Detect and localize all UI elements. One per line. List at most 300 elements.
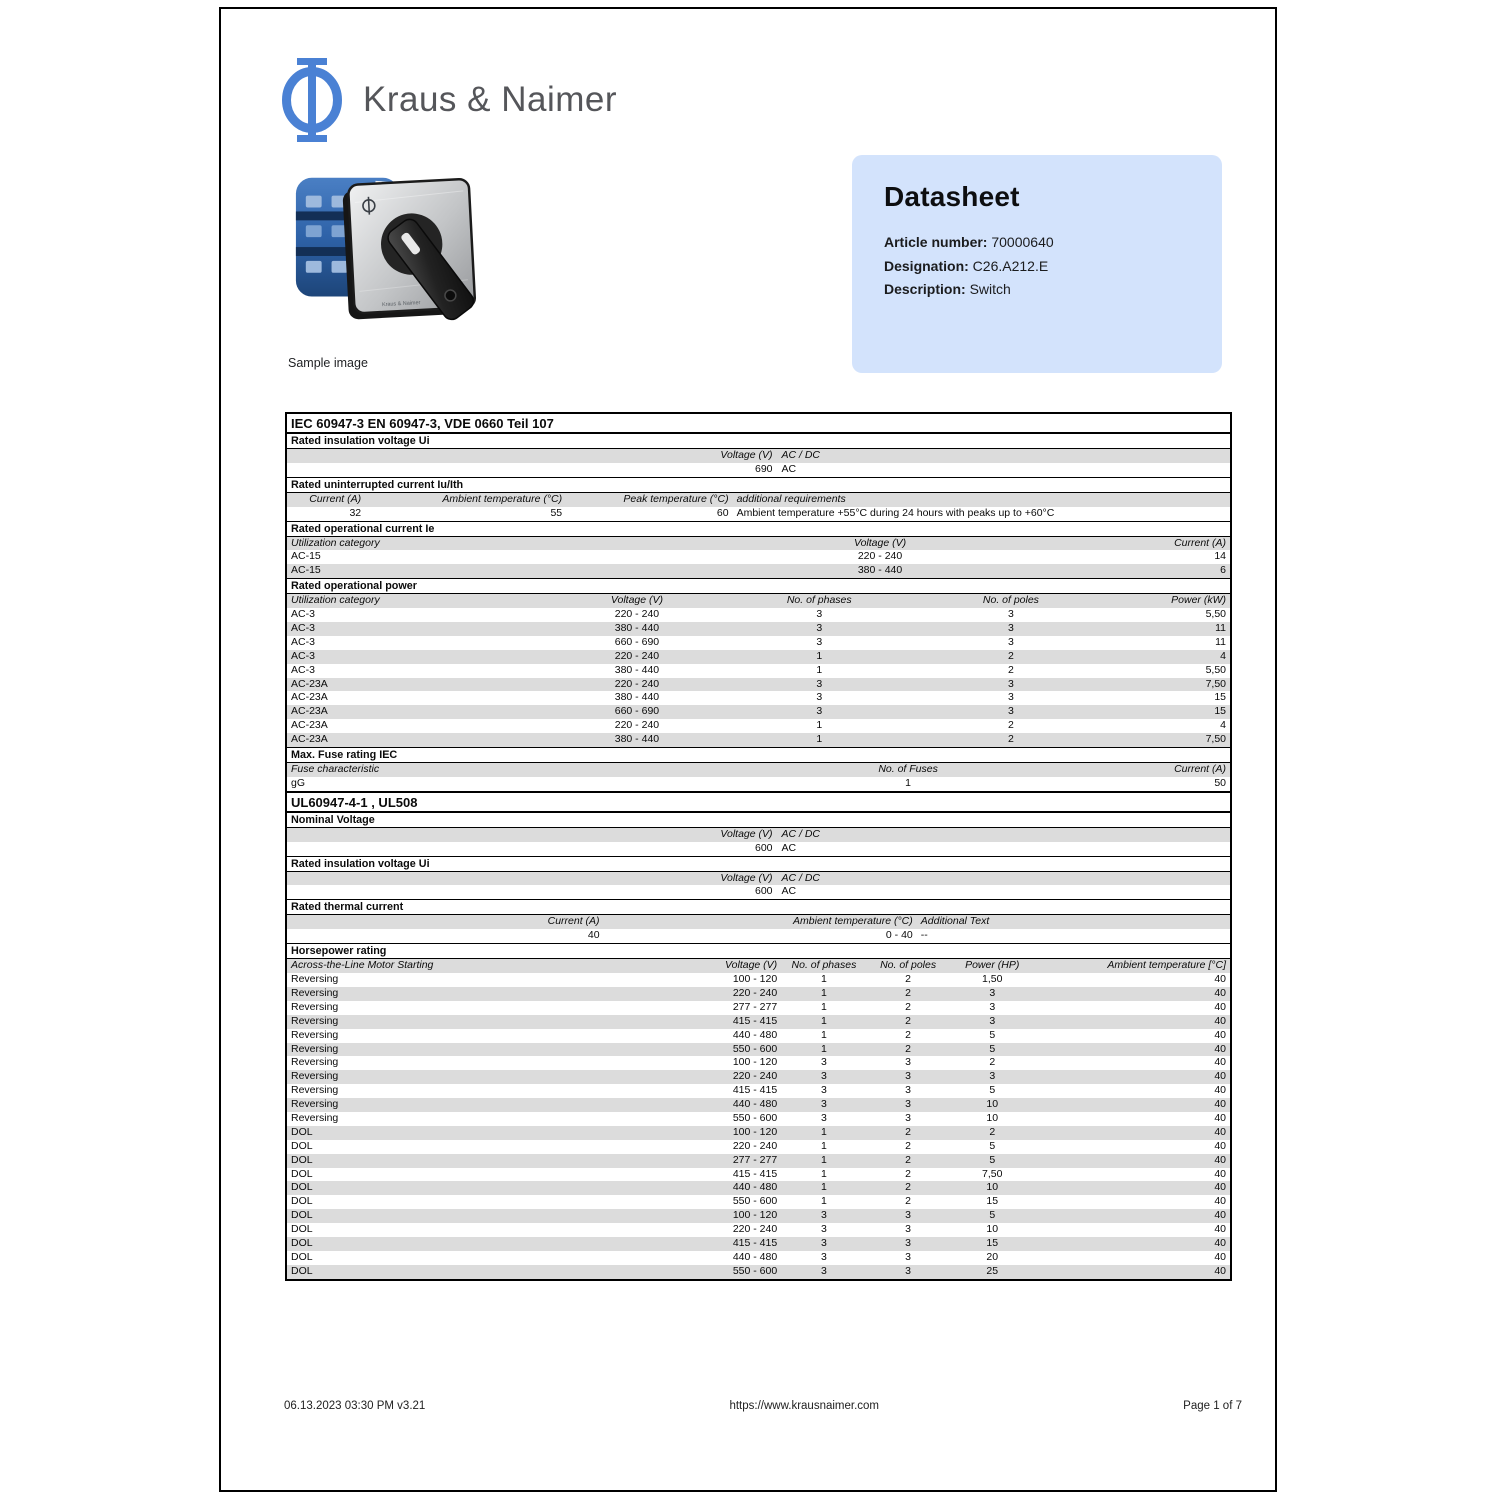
section-header: Rated thermal current — [287, 899, 1230, 915]
description-line — [884, 278, 1190, 302]
table-cell: DOL — [291, 1264, 313, 1277]
column-header-row — [287, 763, 1230, 777]
table-cell: No. of phases — [786, 594, 852, 607]
column-header-row — [287, 594, 1230, 608]
description-label: Description: — [884, 281, 966, 297]
table-cell: 40 — [1214, 1264, 1226, 1277]
table-cell: 3 — [821, 1084, 827, 1097]
table-cell: 3 — [816, 608, 823, 621]
table-cell: 380 - 440 — [614, 622, 660, 635]
table-cell: AC — [781, 841, 797, 854]
table-cell: 220 - 240 — [614, 719, 660, 732]
table-cell: Ambient temperature (°C) — [793, 915, 913, 928]
table-cell: 40 — [1214, 1111, 1226, 1124]
table-cell: 7,50 — [1205, 733, 1226, 746]
table-cell: 380 - 440 — [614, 663, 660, 676]
table-cell: DOL — [291, 1195, 313, 1208]
table-cell: Current (A) — [547, 915, 600, 928]
table-cell: 40 — [1214, 1028, 1226, 1041]
table-cell: 40 — [1214, 1181, 1226, 1194]
table-cell: 220 - 240 — [732, 1070, 778, 1083]
table-cell: 440 - 480 — [732, 1028, 778, 1041]
table-cell: 2 — [905, 1195, 911, 1208]
table-cell: Fuse characteristic — [291, 763, 380, 776]
table-cell: 6 — [1220, 564, 1226, 577]
table-cell: 3 — [821, 1209, 827, 1222]
table-cell: Power (kW) — [1171, 594, 1226, 607]
table-cell: 2 — [905, 1181, 911, 1194]
table-cell: 550 - 600 — [732, 1042, 778, 1055]
table-cell: 3 — [1007, 635, 1014, 648]
table-row — [287, 1168, 1230, 1182]
table-cell: Reversing — [291, 1000, 339, 1013]
article-number-label: Article number: — [884, 234, 988, 250]
table-cell: 1 — [821, 1042, 827, 1055]
table-cell: 440 - 480 — [732, 1098, 778, 1111]
table-cell: 100 - 120 — [732, 1125, 778, 1138]
column-header-row — [287, 537, 1230, 551]
table-cell: Power (HP) — [965, 959, 1020, 972]
table-cell: 2 — [1007, 663, 1014, 676]
table-cell: 2 — [905, 1153, 911, 1166]
brand-header — [281, 55, 617, 145]
table-cell: 2 — [905, 1042, 911, 1055]
table-cell: Ambient temperature [°C] — [1107, 959, 1226, 972]
designation-line — [884, 255, 1190, 279]
table-cell: 55 — [550, 506, 563, 519]
table-cell: 415 - 415 — [732, 1236, 778, 1249]
table-cell: AC / DC — [781, 871, 821, 884]
table-row — [287, 1265, 1230, 1279]
table-row — [287, 608, 1230, 622]
table-row — [287, 842, 1230, 856]
table-cell: 2 — [905, 986, 911, 999]
standard-header: IEC 60947-3 EN 60947-3, VDE 0660 Teil 107 — [287, 412, 1230, 433]
table-cell: 1 — [816, 663, 823, 676]
table-cell: 3 — [821, 1223, 827, 1236]
table-cell: 3 — [905, 1223, 911, 1236]
table-row — [287, 678, 1230, 692]
table-cell: Reversing — [291, 986, 339, 999]
table-cell: Reversing — [291, 1070, 339, 1083]
table-cell: 3 — [905, 1098, 911, 1111]
table-cell: 2 — [905, 1028, 911, 1041]
table-cell: 3 — [821, 1056, 827, 1069]
table-row — [287, 463, 1230, 477]
table-cell: AC / DC — [781, 827, 821, 840]
table-row — [287, 1195, 1230, 1209]
table-cell: 3 — [821, 1111, 827, 1124]
description-value: Switch — [969, 281, 1011, 297]
section-header: Rated operational power — [287, 578, 1230, 594]
table-cell: 25 — [986, 1264, 999, 1277]
table-row — [287, 1209, 1230, 1223]
table-cell: 2 — [1007, 649, 1014, 662]
table-cell: 40 — [1214, 1139, 1226, 1152]
table-row — [287, 1015, 1230, 1029]
table-cell: 10 — [986, 1098, 999, 1111]
table-cell: 1 — [905, 776, 911, 789]
table-cell: 660 - 690 — [614, 635, 660, 648]
table-cell: gG — [291, 776, 306, 789]
table-cell: 220 - 240 — [732, 986, 778, 999]
table-cell: 220 - 240 — [614, 649, 660, 662]
table-cell: 3 — [905, 1084, 911, 1097]
table-cell: AC-15 — [291, 550, 321, 563]
table-row — [287, 733, 1230, 747]
table-cell: 550 - 600 — [732, 1264, 778, 1277]
table-row — [287, 1112, 1230, 1126]
table-cell: Reversing — [291, 1084, 339, 1097]
table-cell: 100 - 120 — [732, 1056, 778, 1069]
table-cell: 3 — [905, 1056, 911, 1069]
table-cell: 1 — [821, 1125, 827, 1138]
table-row — [287, 1084, 1230, 1098]
table-cell: Voltage (V) — [720, 449, 773, 461]
table-cell: 40 — [1214, 1098, 1226, 1111]
table-cell: 40 — [1214, 1167, 1226, 1180]
table-cell: 5 — [989, 1042, 996, 1055]
table-cell: AC-23A — [291, 677, 328, 690]
table-cell: DOL — [291, 1223, 313, 1236]
section-header: Rated operational current Ie — [287, 521, 1230, 537]
table-cell: 550 - 600 — [732, 1195, 778, 1208]
table-cell: 1 — [816, 733, 823, 746]
table-cell: 10 — [986, 1223, 999, 1236]
table-cell: 277 - 277 — [732, 1153, 778, 1166]
table-row — [287, 622, 1230, 636]
table-cell: 3 — [821, 1236, 827, 1249]
table-cell: Reversing — [291, 1056, 339, 1069]
table-cell: 40 — [1214, 1000, 1226, 1013]
table-row — [287, 1056, 1230, 1070]
table-cell: 1 — [821, 986, 827, 999]
table-cell: Across-the-Line Motor Starting — [291, 959, 434, 972]
table-row — [287, 705, 1230, 719]
table-row — [287, 1181, 1230, 1195]
spec-table — [285, 412, 1232, 1281]
table-cell: 1 — [821, 1028, 827, 1041]
table-row — [287, 1251, 1230, 1265]
table-cell: AC-3 — [291, 635, 315, 648]
table-cell: Ambient temperature (°C) — [442, 492, 563, 505]
table-cell: 100 - 120 — [732, 973, 778, 986]
table-cell: 5,50 — [1205, 608, 1226, 621]
table-row — [287, 1223, 1230, 1237]
table-row — [287, 650, 1230, 664]
table-cell: Voltage (V) — [720, 827, 773, 840]
table-row — [287, 1154, 1230, 1168]
table-cell: 440 - 480 — [732, 1181, 778, 1194]
section-header: Rated insulation voltage Ui — [287, 433, 1230, 449]
table-cell: 415 - 415 — [732, 1167, 778, 1180]
designation-value: C26.A212.E — [972, 257, 1049, 274]
table-cell: 1 — [821, 1153, 827, 1166]
phi-logo-icon — [281, 55, 343, 145]
table-cell: 14 — [1214, 550, 1226, 563]
designation-label: Designation: — [884, 257, 969, 274]
table-cell: 40 — [1214, 1056, 1226, 1069]
section-header: Max. Fuse rating IEC — [287, 747, 1230, 763]
table-cell: 3 — [821, 1098, 827, 1111]
table-cell: 2 — [1007, 719, 1014, 732]
table-cell: 1 — [821, 1195, 827, 1208]
column-header-row — [287, 872, 1230, 886]
table-cell: AC-23A — [291, 691, 328, 704]
table-cell: 40 — [1214, 1236, 1226, 1249]
table-cell: 380 - 440 — [857, 564, 903, 577]
table-cell: 3 — [989, 1014, 996, 1027]
section-header: Nominal Voltage — [287, 812, 1230, 828]
table-cell: 40 — [1214, 1209, 1226, 1222]
table-cell: Reversing — [291, 973, 339, 986]
section-header: Horsepower rating — [287, 943, 1230, 959]
table-row — [287, 636, 1230, 650]
table-cell: No. of poles — [982, 594, 1039, 607]
column-header-row — [287, 828, 1230, 842]
table-cell: 15 — [986, 1195, 999, 1208]
table-row — [287, 973, 1230, 987]
section-header: Rated insulation voltage Ui — [287, 856, 1230, 872]
table-cell: 3 — [816, 691, 823, 704]
column-header-row — [287, 449, 1230, 463]
table-cell: 3 — [1007, 608, 1014, 621]
table-row — [287, 1070, 1230, 1084]
table-cell: AC-23A — [291, 733, 328, 746]
table-cell: 40 — [1214, 973, 1226, 986]
table-cell: Reversing — [291, 1014, 339, 1027]
table-cell: DOL — [291, 1153, 313, 1166]
table-cell: DOL — [291, 1250, 313, 1263]
table-cell: 3 — [1007, 691, 1014, 704]
table-cell: 5 — [989, 1153, 996, 1166]
table-cell: 40 — [1214, 986, 1226, 999]
table-cell: 440 - 480 — [732, 1250, 778, 1263]
table-cell: 2 — [905, 1000, 911, 1013]
column-header-row — [287, 493, 1230, 507]
table-row — [287, 691, 1230, 705]
table-row — [287, 550, 1230, 564]
table-cell: 5 — [989, 1084, 996, 1097]
footer-page-number: Page 1 of 7 — [1183, 1400, 1242, 1412]
footer-url: https://www.krausnaimer.com — [729, 1400, 880, 1412]
table-cell: 380 - 440 — [614, 733, 660, 746]
table-cell: 2 — [905, 1167, 911, 1180]
table-cell: 3 — [989, 1000, 996, 1013]
datasheet-info-card — [852, 155, 1222, 373]
table-cell: 550 - 600 — [732, 1111, 778, 1124]
table-row — [287, 1029, 1230, 1043]
table-cell: Reversing — [291, 1111, 339, 1124]
table-cell: DOL — [291, 1209, 313, 1222]
table-cell: 3 — [1007, 705, 1014, 718]
table-cell: AC — [781, 462, 797, 475]
table-cell: No. of Fuses — [878, 763, 938, 776]
table-cell: 11 — [1215, 622, 1226, 635]
table-cell: AC — [781, 885, 797, 898]
table-cell: 3 — [989, 986, 996, 999]
table-cell: 40 — [1214, 1125, 1226, 1138]
table-cell: 7,50 — [1205, 677, 1226, 690]
table-cell: 277 - 277 — [732, 1000, 778, 1013]
datasheet-page — [219, 7, 1277, 1492]
table-cell: No. of poles — [880, 959, 937, 972]
table-cell: 1 — [821, 1181, 827, 1194]
table-row — [287, 1043, 1230, 1057]
table-row — [287, 1237, 1230, 1251]
table-cell: Utilization category — [291, 536, 380, 549]
table-cell: 3 — [821, 1070, 827, 1083]
table-cell: 40 — [1214, 1250, 1226, 1263]
table-cell: 3 — [816, 677, 823, 690]
table-cell: AC-3 — [291, 663, 315, 676]
table-cell: 40 — [1214, 1195, 1226, 1208]
table-cell: 5 — [989, 1209, 996, 1222]
standard-header: UL60947-4-1 , UL508 — [287, 791, 1230, 812]
table-cell: 2 — [905, 1014, 911, 1027]
table-cell: 32 — [349, 506, 362, 519]
table-cell: Current (A) — [309, 492, 362, 505]
table-cell: 11 — [1215, 635, 1226, 648]
table-cell: 10 — [986, 1111, 999, 1124]
article-number-value: 70000640 — [991, 234, 1054, 250]
table-cell: 3 — [816, 622, 823, 635]
brand-name: Kraus & Naimer — [363, 80, 618, 119]
table-cell: Additional Text — [920, 915, 990, 928]
table-cell: 7,50 — [982, 1167, 1003, 1180]
table-cell: 40 — [1214, 1042, 1226, 1055]
table-cell: 4 — [1220, 649, 1226, 662]
table-row — [287, 664, 1230, 678]
section-header: Rated uninterrupted current Iu/Ith — [287, 477, 1230, 493]
table-cell: AC / DC — [781, 449, 821, 461]
table-cell: Peak temperature (°C) — [623, 492, 729, 505]
footer-date: 06.13.2023 03:30 PM v3.21 — [284, 1400, 426, 1412]
table-cell: 1 — [821, 1167, 827, 1180]
table-cell: 5 — [989, 1139, 996, 1152]
table-cell: AC-15 — [291, 564, 321, 577]
article-number-line — [884, 231, 1190, 255]
table-cell: 1 — [821, 1014, 827, 1027]
table-cell: DOL — [291, 1181, 313, 1194]
table-row — [287, 885, 1230, 899]
table-cell: 1 — [821, 1139, 827, 1152]
table-cell: 600 — [754, 885, 773, 898]
table-cell: 3 — [905, 1070, 911, 1083]
table-cell: 5 — [989, 1028, 996, 1041]
table-cell: 3 — [1007, 622, 1014, 635]
table-cell: 220 - 240 — [614, 608, 660, 621]
table-cell: Voltage (V) — [610, 594, 663, 607]
table-row — [287, 929, 1230, 943]
table-cell: 1 — [816, 719, 823, 732]
table-cell: No. of phases — [791, 959, 857, 972]
table-cell: 660 - 690 — [614, 705, 660, 718]
table-cell: additional requirements — [736, 492, 846, 505]
table-cell: DOL — [291, 1167, 313, 1180]
table-cell: 3 — [821, 1264, 827, 1277]
table-cell: 3 — [905, 1209, 911, 1222]
table-cell: DOL — [291, 1236, 313, 1249]
table-cell: Current (A) — [1174, 763, 1226, 776]
table-cell: DOL — [291, 1139, 313, 1152]
table-row — [287, 564, 1230, 578]
table-cell: 5,50 — [1205, 663, 1226, 676]
table-cell: 10 — [986, 1181, 999, 1194]
table-row — [287, 777, 1230, 791]
table-cell: 2 — [989, 1125, 996, 1138]
table-cell: 1,50 — [982, 973, 1003, 986]
table-cell: 3 — [905, 1236, 911, 1249]
table-cell: 15 — [986, 1236, 999, 1249]
table-row — [287, 507, 1230, 521]
table-cell: 380 - 440 — [614, 691, 660, 704]
table-cell: Current (A) — [1174, 536, 1226, 549]
table-row — [287, 1098, 1230, 1112]
table-cell: 1 — [821, 1000, 827, 1013]
table-cell: 40 — [1214, 1070, 1226, 1083]
table-cell: 2 — [905, 1125, 911, 1138]
plate-brand-text: Kraus & Naimer — [381, 300, 421, 309]
table-cell: 1 — [816, 649, 823, 662]
table-cell: 40 — [587, 929, 600, 942]
table-cell: 15 — [1214, 705, 1226, 718]
table-cell: 2 — [905, 1139, 911, 1152]
table-cell: 3 — [816, 705, 823, 718]
table-cell: 40 — [1214, 1223, 1226, 1236]
table-cell: 40 — [1214, 1153, 1226, 1166]
table-cell: 3 — [1007, 677, 1014, 690]
table-cell: 2 — [1007, 733, 1014, 746]
table-cell: 3 — [905, 1111, 911, 1124]
table-row — [287, 719, 1230, 733]
table-cell: Utilization category — [291, 594, 380, 607]
table-cell: 2 — [989, 1056, 996, 1069]
table-cell: 0 - 40 — [885, 929, 913, 942]
table-cell: 220 - 240 — [614, 677, 660, 690]
column-header-row — [287, 915, 1230, 929]
table-cell: 3 — [905, 1264, 911, 1277]
column-header-row — [287, 959, 1230, 973]
table-cell: Reversing — [291, 1042, 339, 1055]
table-cell: Reversing — [291, 1028, 339, 1041]
page-footer — [284, 1400, 1242, 1412]
sample-image-caption: Sample image — [288, 356, 368, 370]
table-row — [287, 1140, 1230, 1154]
table-cell: 600 — [754, 841, 773, 854]
table-cell: 690 — [754, 462, 773, 475]
table-cell: 40 — [1214, 1014, 1226, 1027]
table-cell: 220 - 240 — [732, 1139, 778, 1152]
table-cell: AC-23A — [291, 719, 328, 732]
table-cell: 220 - 240 — [857, 550, 903, 563]
table-cell: 50 — [1214, 776, 1226, 789]
table-cell: AC-3 — [291, 608, 315, 621]
table-cell: AC-3 — [291, 649, 315, 662]
table-cell: 3 — [816, 635, 823, 648]
table-cell: 20 — [986, 1250, 999, 1263]
table-cell: 2 — [905, 973, 911, 986]
table-cell: Voltage (V) — [725, 959, 778, 972]
table-cell: 15 — [1214, 691, 1226, 704]
table-row — [287, 987, 1230, 1001]
table-cell: AC-3 — [291, 622, 315, 635]
table-cell: 220 - 240 — [732, 1223, 778, 1236]
product-image — [288, 159, 476, 349]
table-cell: 3 — [905, 1250, 911, 1263]
table-cell: 1 — [821, 973, 827, 986]
table-cell: 100 - 120 — [732, 1209, 778, 1222]
